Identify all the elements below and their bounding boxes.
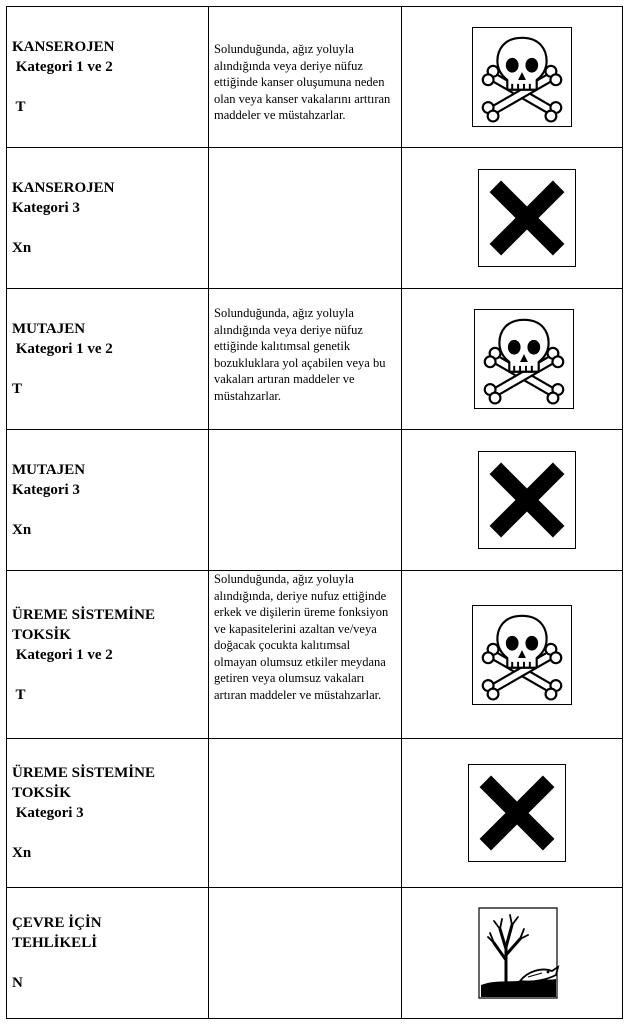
hazard-document [6,6,622,1018]
hazard-class-cell [7,739,209,888]
hazard-class-line: Kategori 3 [12,805,84,821]
hazard-description-cell [209,430,402,571]
hazard-class-line: Kategori 3 [12,482,80,498]
hazard-class-line: Xn [12,522,32,538]
hazard-row [7,739,623,888]
hazard-class-cell [7,888,209,1019]
hazard-class-line: ÜREME SİSTEMİNE [12,765,155,781]
hazard-class-line: Kategori 1 ve 2 [12,341,113,357]
hazard-description: Solunduğunda, ağız yoluyla alındığında veya deriye nüfuz ettiğinde kanser oluşumuna neden olan veya kanser vakalarını arttıran maddeler ve müstahzarlar. [214,42,391,122]
skull-crossbones-icon [472,27,572,127]
hazard-description-cell [209,289,402,430]
hazard-description-cell [209,888,402,1019]
hazard-class-line: TEHLİKELİ [12,935,98,951]
hazard-class-line: Xn [12,240,32,256]
hazard-row [7,148,623,289]
hazard-class-line: TOKSİK [12,626,71,643]
spacer [12,953,208,973]
hazard-symbol-cell [402,289,623,430]
skull-crossbones-icon [474,309,574,409]
hazard-description-cell [209,148,402,289]
hazard-table [6,6,623,1019]
hazard-class-line: KANSEROJEN [12,180,115,196]
hazard-class-line: TOKSİK [12,785,71,801]
hazard-row [7,7,623,148]
hazard-symbol-cell [402,430,623,571]
hazard-row [7,430,623,571]
hazard-class-cell [7,571,209,739]
hazard-class-line: N [12,975,23,991]
spacer [12,359,208,379]
hazard-class-line: T [12,99,26,115]
spacer [12,218,208,238]
hazard-symbol-cell [402,571,623,739]
hazard-class-line: Xn [12,845,32,861]
hazard-symbol-cell [402,888,623,1019]
hazard-class-line: Kategori 1 ve 2 [12,646,113,663]
hazard-class-line: MUTAJEN [12,321,86,337]
hazard-symbol-cell [402,739,623,888]
hazard-symbol-cell [402,7,623,148]
hazard-class-line: T [12,686,26,703]
hazard-description-cell [209,739,402,888]
cross-icon [478,451,576,549]
hazard-class-line: ÇEVRE İÇİN [12,915,102,931]
spacer [12,823,208,843]
hazard-class-cell [7,289,209,430]
hazard-row [7,888,623,1019]
cross-icon [478,169,576,267]
hazard-class-line: T [12,381,23,397]
hazard-class-line: ÜREME SİSTEMİNE [12,606,155,623]
hazard-class-line: Kategori 3 [12,200,80,216]
spacer [12,665,208,685]
hazard-table-body [7,7,623,1019]
hazard-class-line: MUTAJEN [12,462,86,478]
hazard-row [7,571,623,739]
spacer [12,77,208,97]
hazard-description-cell [209,571,402,739]
environment-hazard-icon [476,905,560,1001]
cross-icon [468,764,566,862]
hazard-description: Solunduğunda, ağız yoluyla alındığında veya deriye nüfuz ettiğinde kalıtımsal genetik bozukluklara yol açabilen veya bu vakaları artıran maddeler ve müstahzarlar. [214,306,386,403]
hazard-class-line: Kategori 1 ve 2 [12,59,113,75]
skull-crossbones-icon [472,605,572,705]
spacer [12,500,208,520]
hazard-class-line: KANSEROJEN [12,39,115,55]
hazard-symbol-cell [402,148,623,289]
hazard-description: Solunduğunda, ağız yoluyla alındığında, deriye nufuz ettiğinde erkek ve dişilerin üreme fonksiyon ve kapasitelerini azaltan ve/veya doğacak çocukta kalıtımsal olmayan olumsuz etkiler meydana getiren veya olumsuz vakaları artıran maddeler ve müstahzarlar. [214,572,389,702]
hazard-description-cell [209,7,402,148]
hazard-class-cell [7,7,209,148]
hazard-row [7,289,623,430]
hazard-class-cell [7,148,209,289]
hazard-class-cell [7,430,209,571]
